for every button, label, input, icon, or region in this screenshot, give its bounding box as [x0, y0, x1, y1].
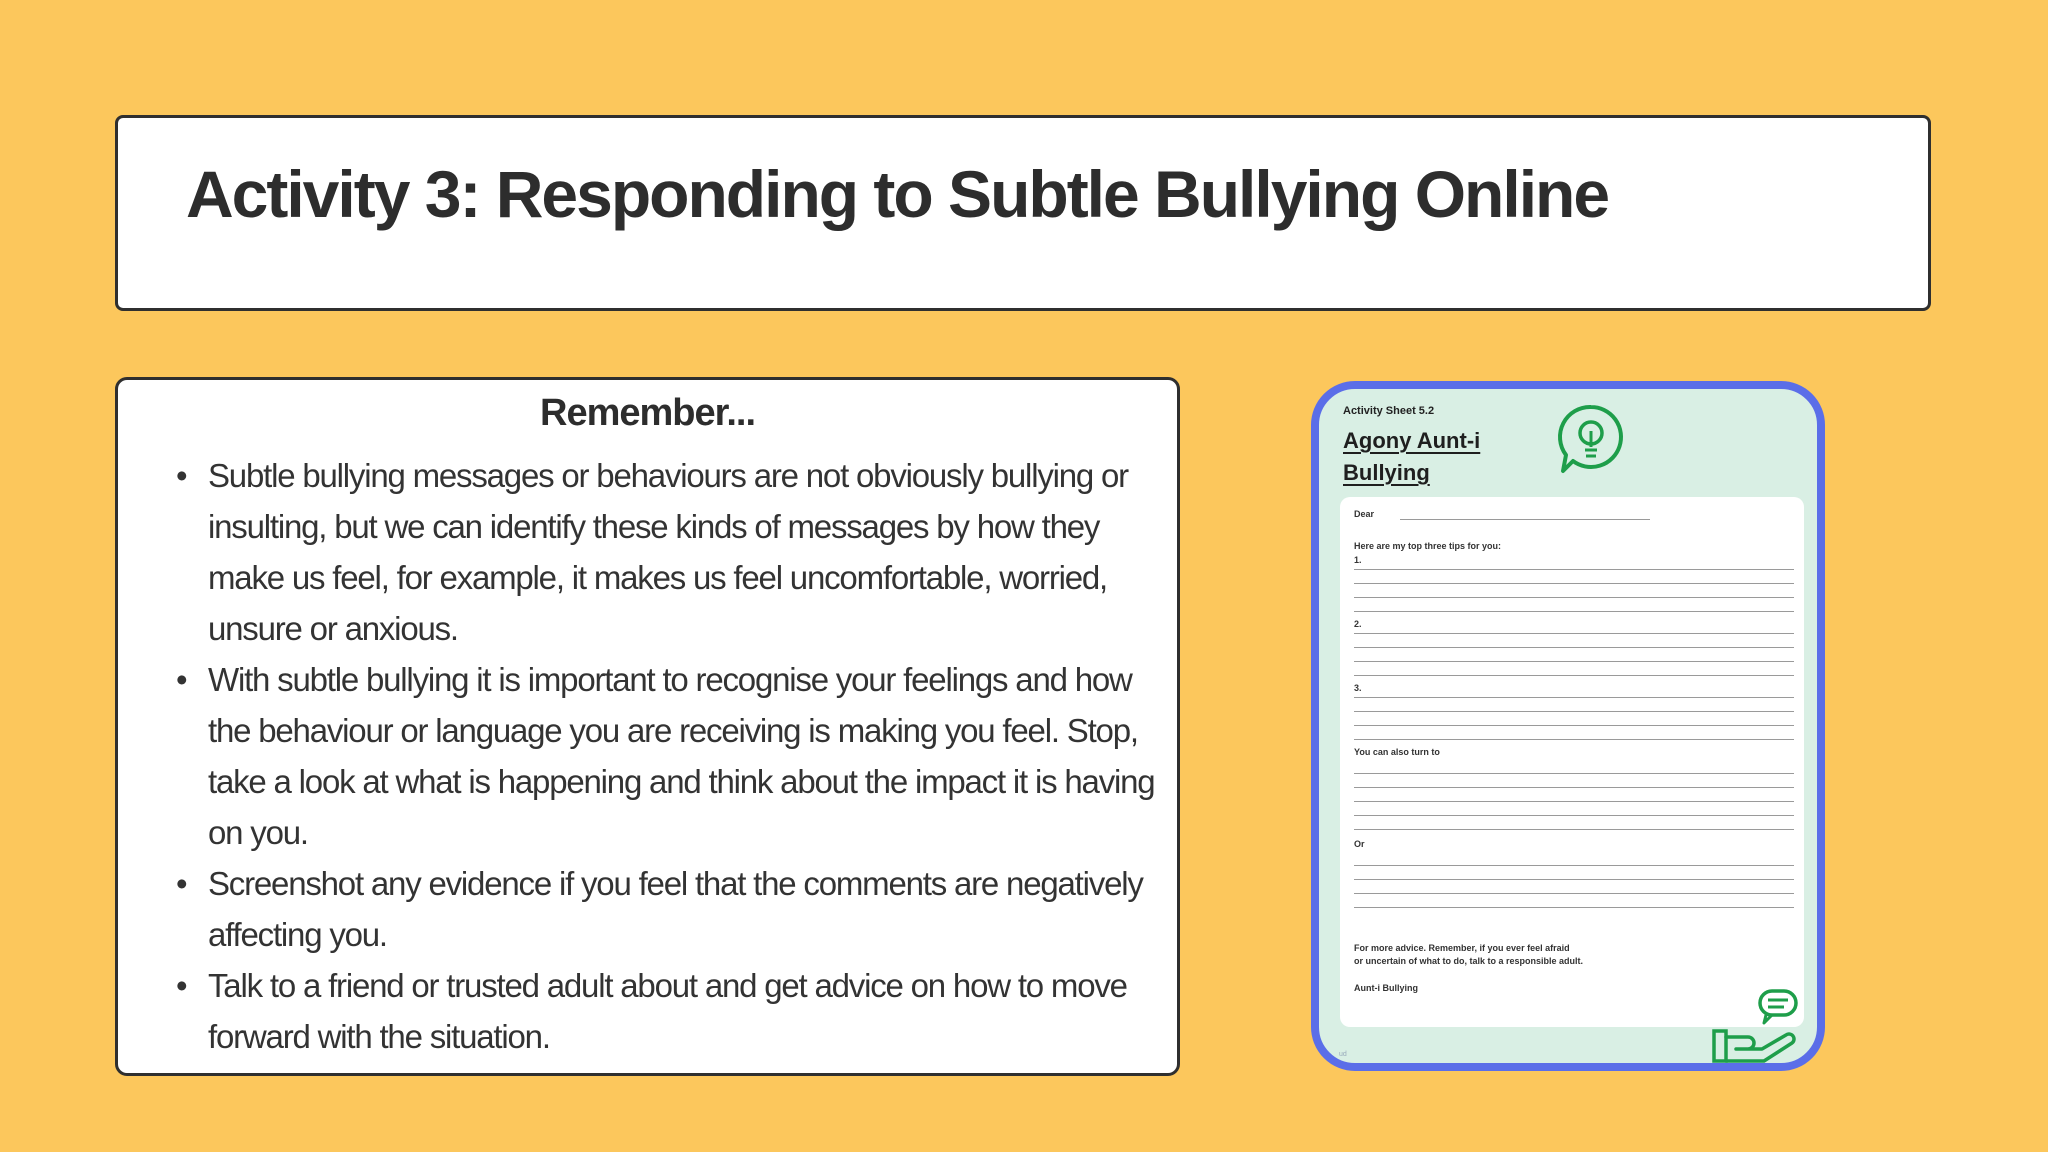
remember-panel: [115, 377, 1180, 1076]
write-line: [1354, 907, 1794, 908]
hand-speech-icon: [1710, 989, 1800, 1065]
write-line: [1354, 647, 1794, 648]
worksheet-title: [1343, 425, 1480, 489]
worksheet-label: Activity Sheet 5.2: [1343, 405, 1435, 417]
remember-heading: Remember...: [540, 392, 755, 434]
write-line: [1354, 711, 1794, 712]
dear-label: Dear: [1354, 509, 1375, 519]
or-label: Or: [1354, 839, 1365, 849]
write-line: [1354, 633, 1794, 634]
tip-number-3: 3.: [1354, 683, 1362, 693]
advice-line-1: For more advice. Remember, if you ever feel afraid: [1354, 943, 1570, 953]
write-line: [1354, 675, 1794, 676]
worksheet-title-line2: Bullying: [1343, 460, 1430, 485]
write-line: [1354, 611, 1794, 612]
bullet-text: With subtle bullying it is important to recognise your feelings and how the behaviour or language you are receiving is making you feel. Stop, take a look at what is happening and think about the impact it is having on you.: [208, 661, 1155, 851]
write-line: [1354, 583, 1794, 584]
list-item: [176, 858, 1176, 960]
write-line: [1354, 569, 1794, 570]
write-line: [1354, 787, 1794, 788]
bullet-icon: •: [176, 865, 187, 902]
write-line: [1354, 697, 1794, 698]
write-line: [1354, 879, 1794, 880]
worksheet-footer: ud: [1339, 1051, 1347, 1058]
advice-line-2: or uncertain of what to do, talk to a responsible adult.: [1354, 956, 1584, 966]
worksheet-card: [1340, 497, 1804, 1027]
signoff: Aunt-i Bullying: [1354, 983, 1418, 993]
bullet-text: Screenshot any evidence if you feel that the comments are negatively affecting you.: [208, 865, 1143, 953]
write-line: [1354, 829, 1794, 830]
write-line: [1354, 893, 1794, 894]
bullet-icon: •: [176, 967, 187, 1004]
list-item: [176, 960, 1176, 1062]
remember-list: [176, 450, 1176, 1062]
write-line: [1354, 815, 1794, 816]
title-banner: [115, 115, 1931, 311]
tip-number-2: 2.: [1354, 619, 1362, 629]
list-item: [176, 450, 1176, 654]
worksheet-thumbnail: [1311, 381, 1825, 1071]
write-line: [1354, 773, 1794, 774]
bullet-text: Talk to a friend or trusted adult about and get advice on how to move forward with the situation.: [208, 967, 1127, 1055]
write-line: [1354, 725, 1794, 726]
write-line: [1354, 661, 1794, 662]
write-line: [1354, 597, 1794, 598]
bullet-text: Subtle bullying messages or behaviours are not obviously bullying or insulting, but we can identify these kinds of messages by how they make us feel, for example, it makes us feel uncomfortable, worried, unsure or anxious.: [208, 457, 1128, 647]
dear-line: [1400, 519, 1650, 520]
page-title: Activity 3: Responding to Subtle Bullying Online: [186, 157, 1609, 231]
tip-number-1: 1.: [1354, 555, 1362, 565]
worksheet-title-line1: Agony Aunt-i: [1343, 428, 1481, 453]
lightbulb-speech-icon: [1553, 401, 1629, 477]
bullet-icon: •: [176, 457, 187, 494]
turn-to-label: You can also turn to: [1354, 747, 1440, 757]
tips-heading: Here are my top three tips for you:: [1354, 541, 1502, 551]
write-line: [1354, 801, 1794, 802]
list-item: [176, 654, 1176, 858]
write-line: [1354, 865, 1794, 866]
bullet-icon: •: [176, 661, 187, 698]
write-line: [1354, 739, 1794, 740]
